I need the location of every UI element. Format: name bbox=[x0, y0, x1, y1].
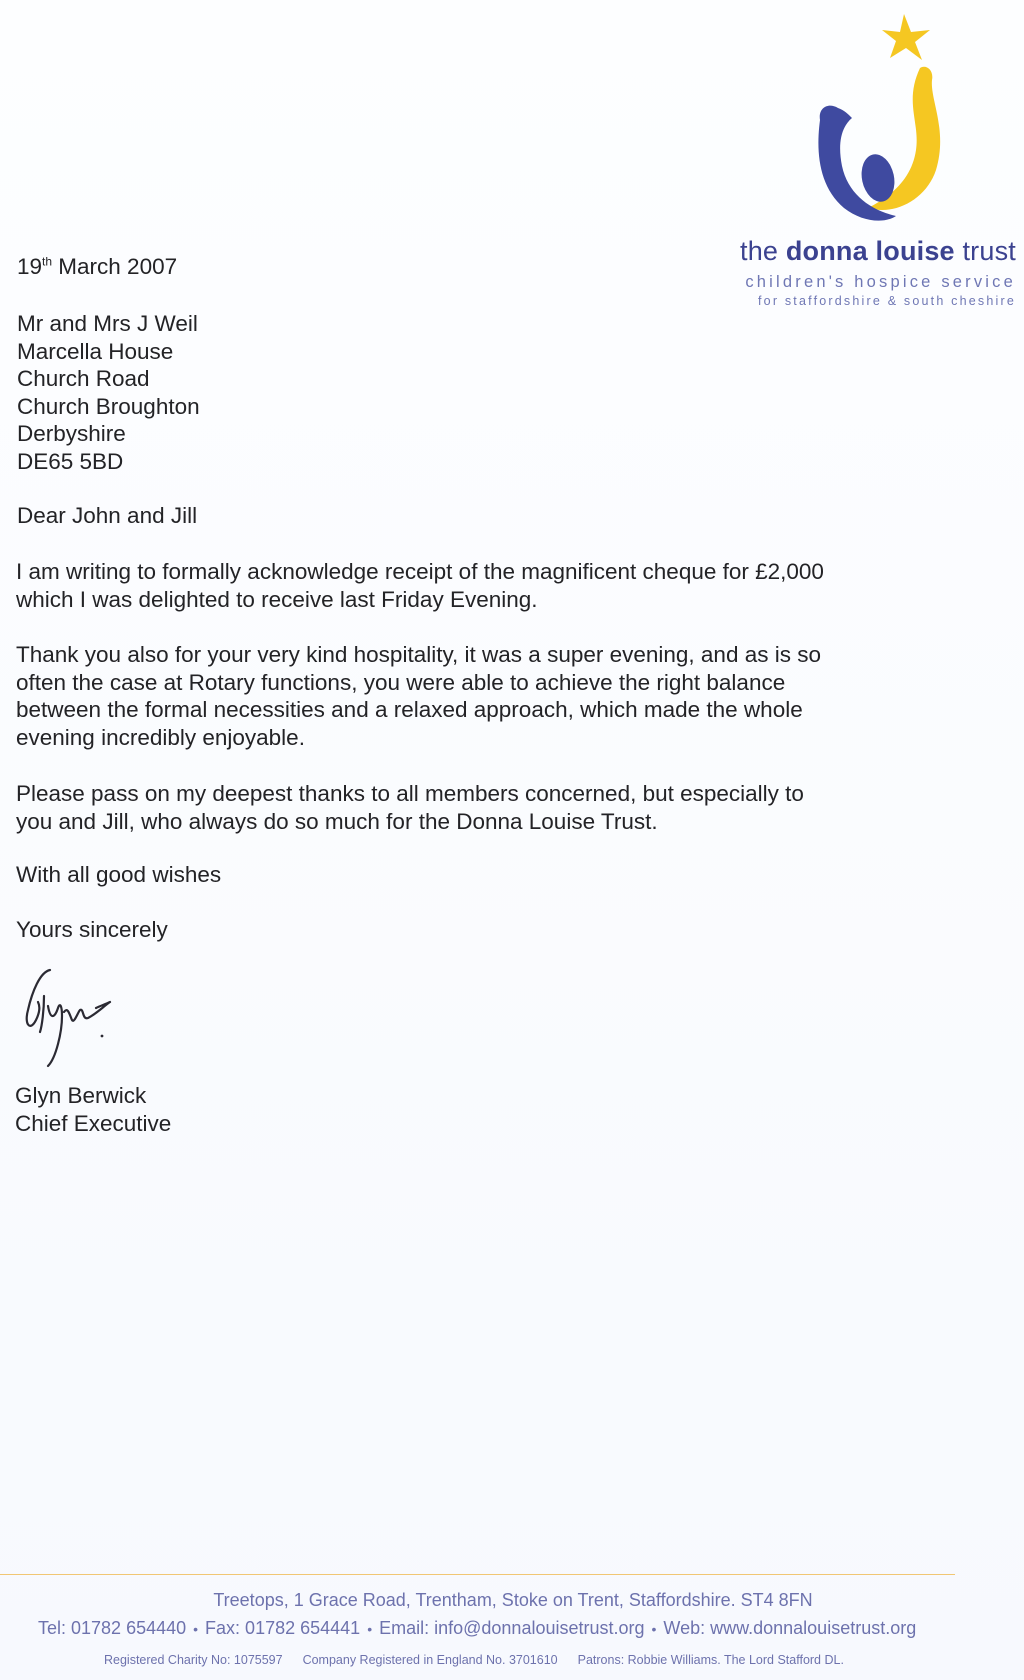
letter-date: 19th March 2007 bbox=[17, 254, 178, 279]
paragraph-thanks bbox=[16, 641, 896, 751]
address-line: Marcella House bbox=[17, 338, 174, 364]
brand-region: for staffordshire & south cheshire bbox=[758, 294, 1016, 308]
handwritten-signature-icon bbox=[10, 962, 120, 1072]
signatory-title: Chief Executive bbox=[15, 1111, 172, 1136]
paragraph-pass-on bbox=[16, 780, 896, 835]
address-line: Mr and Mrs J Weil bbox=[17, 311, 198, 336]
address-line: Derbyshire bbox=[17, 421, 126, 446]
paragraph-line: often the case at Rotary functions, you were able to achieve the right balance bbox=[16, 669, 786, 695]
salutation: Dear John and Jill bbox=[17, 503, 198, 528]
paragraph-line: between the formal necessities and a relaxed approach, which made the whole bbox=[16, 697, 803, 722]
separator-dot-icon: • bbox=[651, 1621, 657, 1637]
donna-louise-logo-icon bbox=[808, 10, 958, 225]
footer-fax: Fax: 01782 654441 bbox=[205, 1618, 361, 1638]
footer-contacts bbox=[38, 1618, 916, 1639]
footer-patrons: Patrons: Robbie Williams. The Lord Stafford DL. bbox=[577, 1653, 844, 1667]
recipient-address bbox=[17, 310, 200, 475]
signatory-name: Glyn Berwick bbox=[15, 1083, 147, 1108]
paragraph-line: Please pass on my deepest thanks to all members concerned, but especially to bbox=[16, 781, 804, 806]
paragraph-line: Thank you also for your very kind hospitality, it was a super evening, and as is so bbox=[16, 642, 821, 667]
logo-star bbox=[882, 14, 930, 60]
footer-divider bbox=[0, 1574, 955, 1575]
closing-wishes: With all good wishes bbox=[16, 862, 222, 887]
address-line: Church Road bbox=[17, 366, 150, 391]
address-line: DE65 5BD bbox=[17, 448, 124, 474]
footer-tel: Tel: 01782 654440 bbox=[38, 1618, 187, 1638]
address-line: Church Broughton bbox=[17, 393, 200, 419]
separator-dot-icon: • bbox=[193, 1621, 199, 1637]
separator-dot-icon: • bbox=[367, 1621, 373, 1637]
footer-charity: Registered Charity No: 1075597 bbox=[104, 1653, 283, 1667]
footer-registration bbox=[104, 1653, 844, 1667]
footer-email[interactable]: Email: info@donnalouisetrust.org bbox=[379, 1618, 645, 1638]
brand-tagline: children's hospice service bbox=[745, 273, 1016, 291]
paragraph-line: evening incredibly enjoyable. bbox=[16, 724, 305, 750]
brand-name: the donna louise trust bbox=[740, 236, 1016, 266]
footer-company: Company Registered in England No. 3701610 bbox=[302, 1653, 558, 1667]
paragraph-line: I am writing to formally acknowledge receipt of the magnificent cheque for £2,000 bbox=[16, 559, 824, 584]
paragraph-line: which I was delighted to receive last Friday Evening. bbox=[16, 586, 538, 612]
footer-web[interactable]: Web: www.donnalouisetrust.org bbox=[663, 1618, 917, 1638]
paragraph-line: you and Jill, who always do so much for the Donna Louise Trust. bbox=[16, 808, 658, 834]
footer-address: Treetops, 1 Grace Road, Trentham, Stoke on Trent, Staffordshire. ST4 8FN bbox=[213, 1590, 813, 1610]
closing: Yours sincerely bbox=[16, 917, 168, 942]
paragraph-acknowledgement bbox=[16, 558, 896, 613]
